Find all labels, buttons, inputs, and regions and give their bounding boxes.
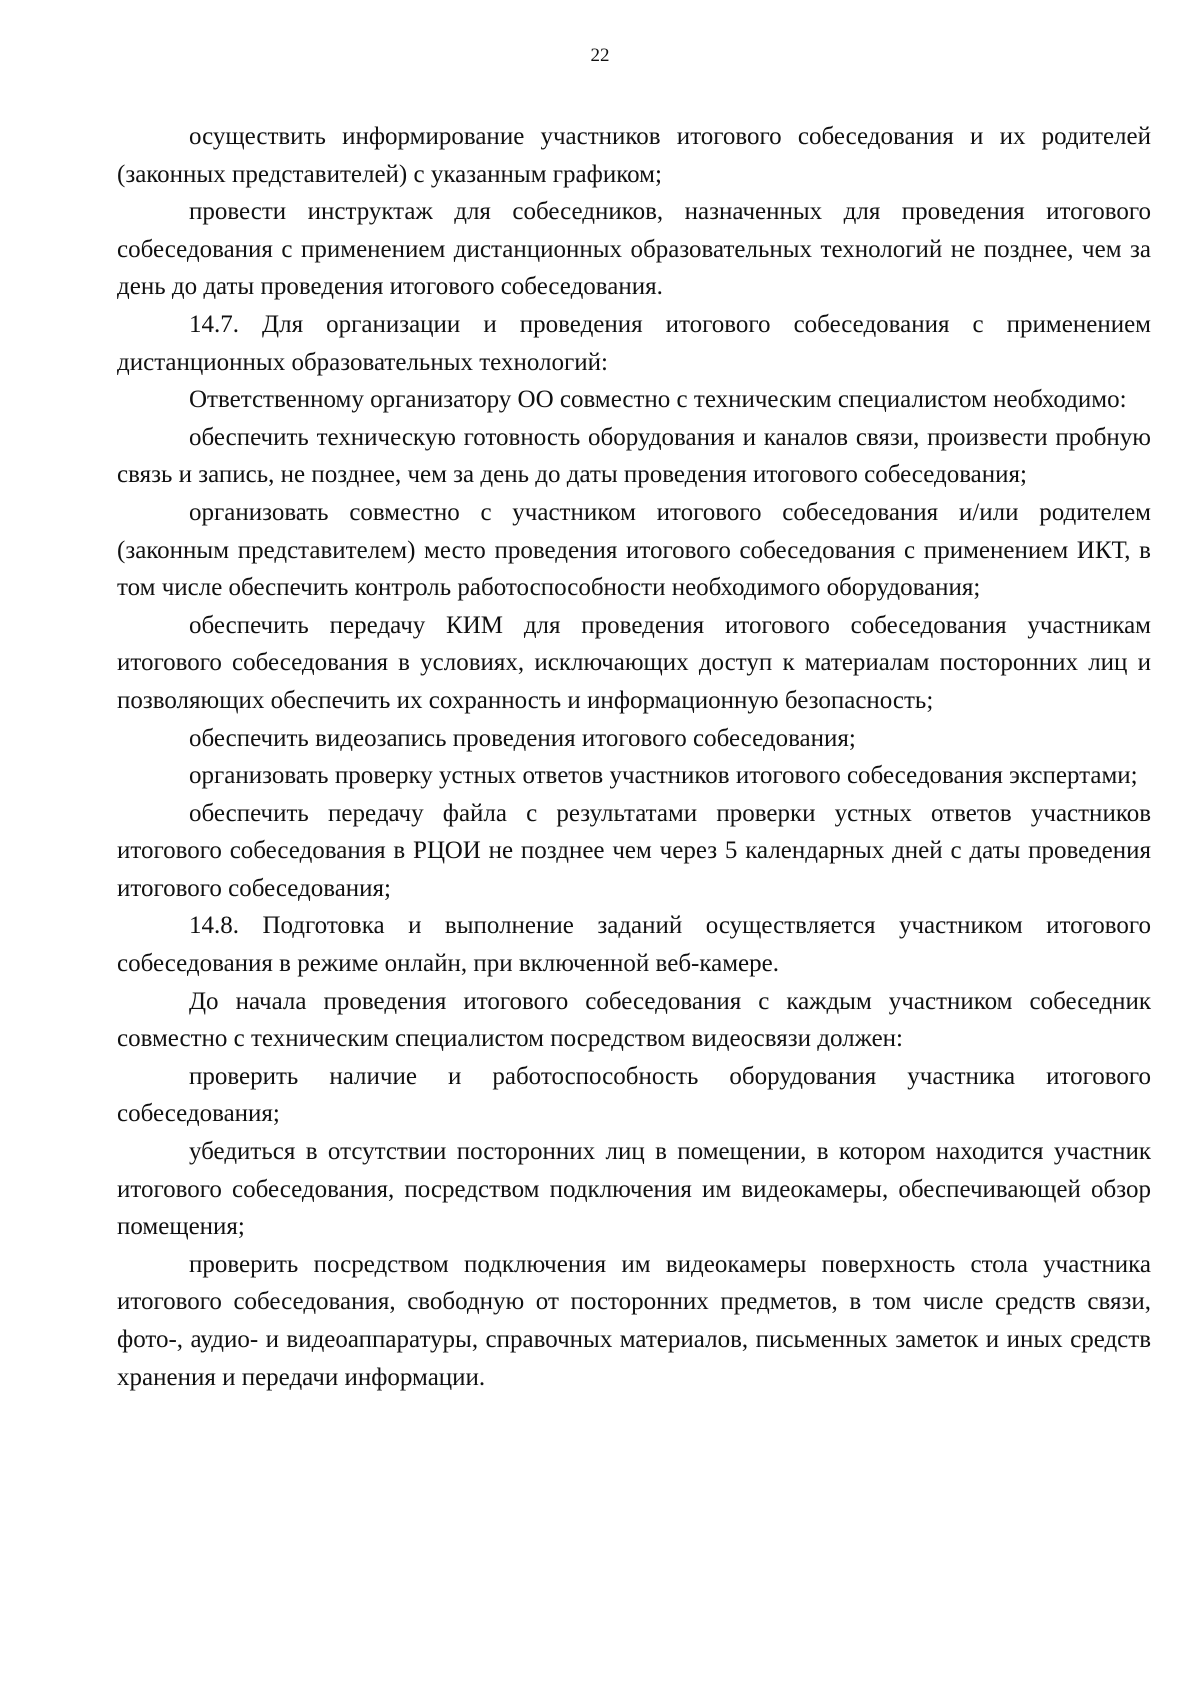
paragraph-organize-venue: организовать совместно с участником итогового собеседования и/или родителем (законным представителем) место проведения итогового собеседования с применением ИКТ, в том числе обеспечить контроль работоспособности необходимого оборудования; [117, 498, 1151, 602]
paragraph-before-start: До начала проведения итогового собеседования с каждым участником собеседник совместно с техническим специалистом посредством видеосвязи должен: [117, 987, 1151, 1053]
document-body [117, 118, 1151, 1396]
paragraph-section-14-7: 14.7. Для организации и проведения итогового собеседования с применением дистанционных образовательных технологий: [117, 310, 1151, 376]
paragraph-no-outsiders: убедиться в отсутствии посторонних лиц в помещении, в котором находится участник итогового собеседования, посредством подключения им видеокамеры, обеспечивающей обзор помещения; [117, 1138, 1151, 1241]
paragraph-results-transfer: обеспечить передачу файла с результатами проверки устных ответов участников итогового собеседования в РЦОИ не позднее чем через 5 календарных дней с даты проведения итогового собеседования; [117, 799, 1151, 902]
paragraph-technical-readiness: обеспечить техническую готовность оборудования и каналов связи, произвести пробную связь и запись, не позднее, чем за день до даты проведения итогового собеседования; [117, 423, 1151, 489]
paragraph-expert-check: организовать проверку устных ответов участников итогового собеседования экспертами; [189, 762, 1138, 790]
paragraph-inform-participants: осуществить информирование участников итогового собеседования и их родителей (законных представителей) с указанным графиком; [117, 123, 1151, 188]
paragraph-check-equipment: проверить наличие и работоспособность оборудования участника итогового собеседования; [117, 1062, 1151, 1128]
paragraph-responsible-organizer: Ответственному организатору ОО совместно с техническим специалистом необходимо: [189, 386, 1127, 414]
paragraph-section-14-8: 14.8. Подготовка и выполнение заданий осуществляется участником итогового собеседования в режиме онлайн, при включенной веб-камере. [117, 912, 1151, 978]
page-number: 22 [590, 45, 610, 66]
paragraph-briefing: провести инструктаж для собеседников, назначенных для проведения итогового собеседования с применением дистанционных образовательных технологий не позднее, чем за день до даты проведения итогового собеседования. [117, 198, 1151, 301]
paragraph-check-desk: проверить посредством подключения им видеокамеры поверхность стола участника итогового собеседования, свободную от посторонних предметов, в том числе средств связи, фото-, аудио- и видеоаппаратуры, справочных материалов, письменных заметок и иных средств хранения и передачи информации. [117, 1250, 1151, 1391]
paragraph-kim-transfer: обеспечить передачу КИМ для проведения итогового собеседования участникам итогового собеседования в условиях, исключающих доступ к материалам посторонних лиц и позволяющих обеспечить их сохранность и информационную безопасность; [117, 611, 1151, 714]
paragraph-video-recording: обеспечить видеозапись проведения итогового собеседования; [189, 724, 856, 752]
